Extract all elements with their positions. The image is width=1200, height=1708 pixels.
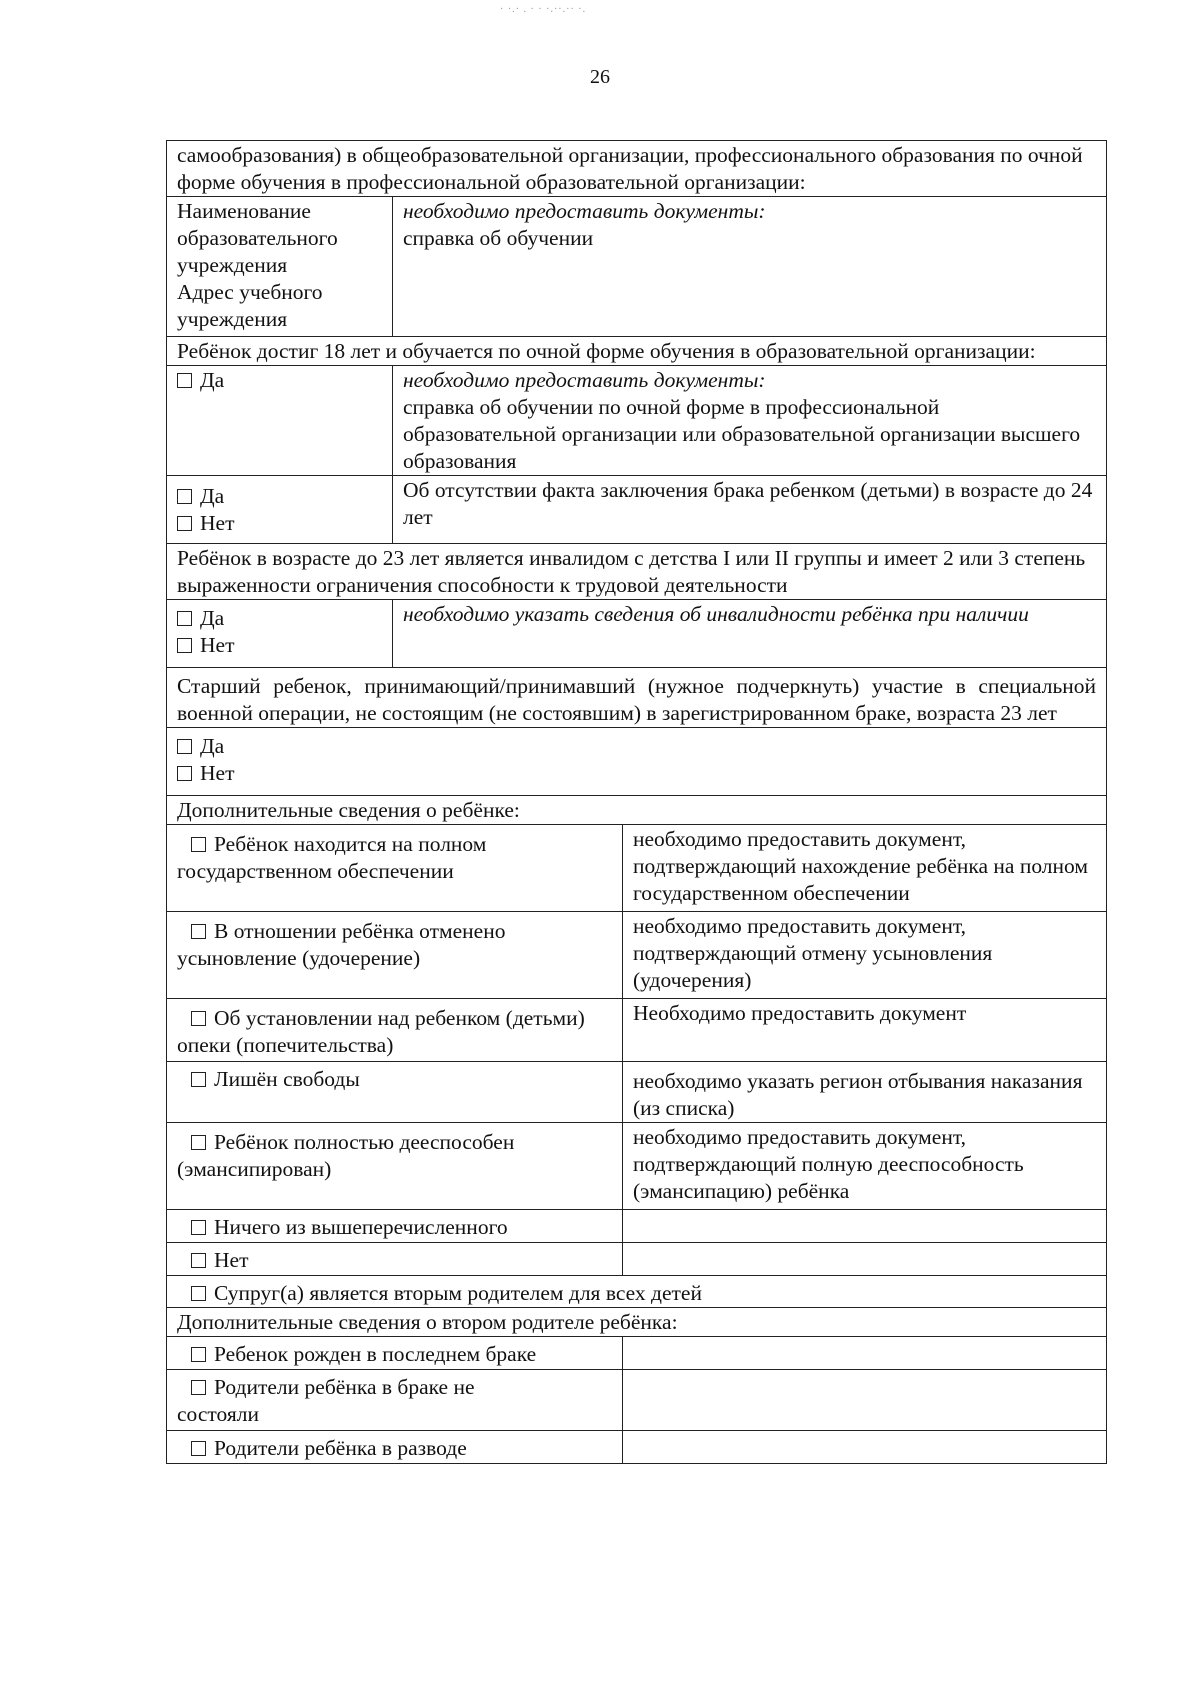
child-extra-row <box>167 1062 1107 1123</box>
military-yes-checkbox[interactable] <box>177 739 192 754</box>
disability-yes-checkbox[interactable] <box>177 611 192 626</box>
marriage-yes-label: Да <box>200 484 225 508</box>
adult-student-answer-row <box>167 366 1107 476</box>
second-parent-row <box>167 1370 1107 1431</box>
disability-options <box>167 600 393 668</box>
military-answer-row <box>167 728 1107 796</box>
child-extra-label-cell <box>167 1123 623 1210</box>
education-docs-note: необходимо предоставить документы: <box>403 199 766 223</box>
disability-question-row <box>167 544 1107 600</box>
disability-yes-label: Да <box>200 606 225 630</box>
disability-question: Ребёнок в возрасте до 23 лет является инвалидом с детства I или II группы и имеет 2 или 3 степень выраженности ограничения способности к трудовой деятельности <box>167 544 1107 600</box>
adult-student-docs-cell <box>393 366 1107 476</box>
military-yes-label: Да <box>200 734 225 758</box>
child-extra-checkbox[interactable] <box>191 1220 206 1235</box>
child-extra-label: Нет <box>214 1248 249 1272</box>
second-parent-label-cell <box>167 1370 623 1431</box>
second-parent-row <box>167 1431 1107 1464</box>
education-continuation-text: самообразования) в общеобразовательной организации, профессионального образования по очной форме обучения в профессиональной образовательной организации: <box>167 141 1107 197</box>
adult-student-question-row <box>167 337 1107 366</box>
child-extra-note: необходимо предоставить документ, подтверждающий полную дееспособность (эмансипацию) ребёнка <box>623 1123 1107 1210</box>
second-parent-header: Дополнительные сведения о втором родителе ребёнка: <box>167 1308 1107 1337</box>
form-table <box>166 140 1107 1464</box>
child-extra-checkbox[interactable] <box>191 1011 206 1026</box>
institution-name-label: Наименование образовательного учреждения <box>177 199 338 277</box>
child-extra-label: Ребёнок находится на полном государственном обеспечении <box>177 832 487 883</box>
child-extra-checkbox[interactable] <box>191 1253 206 1268</box>
marriage-text: Об отсутствии факта заключения брака ребенком (детьми) в возрасте до 24 лет <box>393 476 1107 544</box>
military-options <box>167 728 1107 796</box>
child-extra-label-cell <box>167 1062 623 1123</box>
spouse-checkbox[interactable] <box>191 1286 206 1301</box>
marriage-options <box>167 476 393 544</box>
child-extra-note: Необходимо предоставить документ <box>623 999 1107 1062</box>
adult-student-docs-note: необходимо предоставить документы: <box>403 368 766 392</box>
child-extra-note <box>623 1243 1107 1276</box>
marriage-no-label: Нет <box>200 511 235 535</box>
marriage-yes-checkbox[interactable] <box>177 489 192 504</box>
military-no-label: Нет <box>200 761 235 785</box>
second-parent-checkbox[interactable] <box>191 1347 206 1362</box>
second-parent-label-cell <box>167 1431 623 1464</box>
second-parent-row <box>167 1337 1107 1370</box>
child-extra-header-row <box>167 796 1107 825</box>
second-parent-checkbox[interactable] <box>191 1441 206 1456</box>
child-extra-label-cell <box>167 1210 623 1243</box>
child-extra-label-cell <box>167 825 623 912</box>
second-parent-note <box>623 1337 1107 1370</box>
education-docs-cell <box>393 197 1107 337</box>
child-extra-label-cell <box>167 912 623 999</box>
child-extra-row <box>167 999 1107 1062</box>
spouse-row <box>167 1276 1107 1308</box>
adult-student-options <box>167 366 393 476</box>
child-extra-row <box>167 825 1107 912</box>
marriage-no-checkbox[interactable] <box>177 516 192 531</box>
spouse-label: Супруг(а) является вторым родителем для всех детей <box>214 1281 702 1305</box>
page-number: 26 <box>590 66 610 88</box>
disability-no-label: Нет <box>200 633 235 657</box>
scan-artifact: · ·.· . · · ·.··.·· ·. <box>500 4 587 15</box>
military-question-row <box>167 668 1107 728</box>
adult-student-question: Ребёнок достиг 18 лет и обучается по очной форме обучения в образовательной организации: <box>167 337 1107 366</box>
child-extra-row <box>167 1243 1107 1276</box>
child-extra-label: В отношении ребёнка отменено усыновление (удочерение) <box>177 919 506 970</box>
disability-note: необходимо указать сведения об инвалидности ребёнка при наличии <box>393 600 1107 668</box>
child-extra-note: необходимо предоставить документ, подтверждающий отмену усыновления (удочерения) <box>623 912 1107 999</box>
child-extra-label: Об установлении над ребенком (детьми) опеки (попечительства) <box>177 1006 585 1057</box>
child-extra-checkbox[interactable] <box>191 837 206 852</box>
marriage-row <box>167 476 1107 544</box>
military-no-checkbox[interactable] <box>177 766 192 781</box>
education-continuation-row <box>167 141 1107 197</box>
child-extra-note: необходимо предоставить документ, подтверждающий нахождение ребёнка на полном государственном обеспечении <box>623 825 1107 912</box>
education-labels-cell <box>167 197 393 337</box>
child-extra-note <box>623 1210 1107 1243</box>
child-extra-label: Ничего из вышеперечисленного <box>214 1215 508 1239</box>
second-parent-header-row <box>167 1308 1107 1337</box>
disability-no-checkbox[interactable] <box>177 638 192 653</box>
child-extra-label: Лишён свободы <box>214 1067 360 1091</box>
child-extra-label-cell <box>167 999 623 1062</box>
education-docs-document: справка об обучении <box>403 226 594 250</box>
adult-student-yes-checkbox[interactable] <box>177 373 192 388</box>
child-extra-checkbox[interactable] <box>191 1072 206 1087</box>
second-parent-note <box>623 1370 1107 1431</box>
institution-address-label: Адрес учебного учреждения <box>177 280 323 331</box>
child-extra-label-cell <box>167 1243 623 1276</box>
adult-student-yes-label: Да <box>200 368 225 392</box>
education-details-row <box>167 197 1107 337</box>
child-extra-checkbox[interactable] <box>191 1135 206 1150</box>
child-extra-row <box>167 912 1107 999</box>
child-extra-checkbox[interactable] <box>191 924 206 939</box>
child-extra-note: необходимо указать регион отбывания наказания (из списка) <box>623 1062 1107 1123</box>
child-extra-row <box>167 1123 1107 1210</box>
second-parent-note <box>623 1431 1107 1464</box>
second-parent-label: Родители ребёнка в разводе <box>214 1436 467 1460</box>
second-parent-label-cell <box>167 1337 623 1370</box>
military-question: Старший ребенок, принимающий/принимавший (нужное подчеркнуть) участие в специальной военной операции, не состоящим (не состоявшим) в зарегистрированном браке, возраста 23 лет <box>167 668 1107 728</box>
disability-answer-row <box>167 600 1107 668</box>
second-parent-label: Ребенок рожден в последнем браке <box>214 1342 537 1366</box>
child-extra-header: Дополнительные сведения о ребёнке: <box>167 796 1107 825</box>
spouse-cell <box>167 1276 1107 1308</box>
adult-student-docs-document: справка об обучении по очной форме в профессиональной образовательной организации или образовательной организации высшего образования <box>403 395 1081 473</box>
child-extra-row <box>167 1210 1107 1243</box>
second-parent-label: Родители ребёнка в браке не состояли <box>177 1375 475 1426</box>
child-extra-label: Ребёнок полностью дееспособен (эмансипирован) <box>177 1130 515 1181</box>
second-parent-checkbox[interactable] <box>191 1380 206 1395</box>
